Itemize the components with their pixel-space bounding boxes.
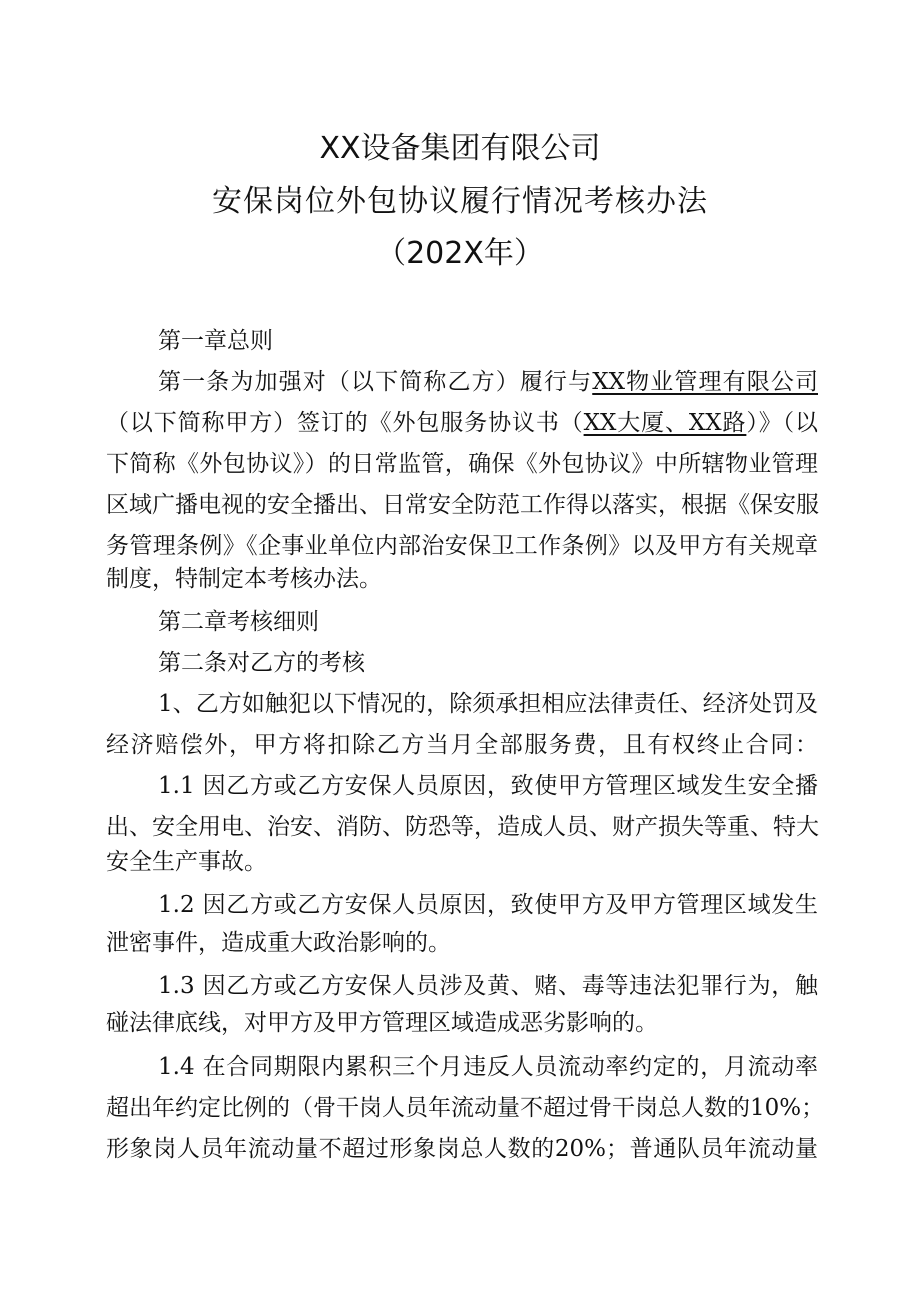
clause-1-2-line-1: 1.2 因乙方或乙方安保人员原因，致使甲方及甲方管理区域发生	[158, 892, 818, 918]
clause-1-line-1: 1、乙方如触犯以下情况的，除须承担相应法律责任、经济处罚及	[158, 691, 818, 717]
clause-1-4-line-1: 1.4 在合同期限内累积三个月违反人员流动率约定的，月流动率	[158, 1054, 818, 1080]
article-1-line-5: 务管理条例》《企事业单位内部治安保卫工作条例》以及甲方有关规章	[106, 533, 818, 559]
service-location: XX大厦、XX路	[583, 410, 747, 436]
clause-1-2-line-2: 泄密事件，造成重大政治影响的。	[106, 930, 451, 956]
clause-1-1-line-2: 出、安全用电、治安、消防、防恐等，造成人员、财产损失等重、特大	[106, 814, 819, 840]
clause-1-1-line-3: 安全生产事故。	[106, 849, 267, 875]
chapter-2-heading: 第二章考核细则	[158, 609, 319, 635]
clause-1-3-line-1: 1.3 因乙方或乙方安保人员涉及黄、赌、毒等违法犯罪行为，触	[158, 973, 818, 999]
document-title: 安保岗位外包协议履行情况考核办法	[212, 184, 708, 219]
article-1-line-4: 区域广播电视的安全播出、日常安全防范工作得以落实，根据《保安服	[106, 492, 819, 518]
article-1-line-1: 第一条为加强对（以下简称乙方）履行与XX物业管理有限公司	[158, 369, 818, 395]
clause-1-line-2: 经济赔偿外，甲方将扣除乙方当月全部服务费，且有权终止合同：	[106, 732, 818, 758]
clause-1-4-line-2: 超出年约定比例的（骨干岗人员年流动量不超过骨干岗总人数的10%；	[106, 1095, 825, 1121]
document-year: （202X年）	[376, 236, 544, 271]
article-1-line-2: （以下简称甲方）签订的《外包服务协议书（XX大厦、XX路）》（以	[106, 410, 819, 436]
company-name: XX设备集团有限公司	[319, 131, 601, 166]
chapter-1-heading: 第一章总则	[158, 328, 273, 354]
clause-1-1-line-1: 1.1 因乙方或乙方安保人员原因，致使甲方管理区域发生安全播	[158, 773, 818, 799]
clause-1-4-line-3: 形象岗人员年流动量不超过形象岗总人数的20%；普通队员年流动量	[106, 1136, 818, 1162]
article-1-line-6: 制度，特制定本考核办法。	[106, 566, 382, 592]
article-1-line-3: 下简称《外包协议》）的日常监管，确保《外包协议》中所辖物业管理	[106, 451, 818, 477]
article-2-heading: 第二条对乙方的考核	[158, 650, 365, 676]
party-a-name: XX物业管理有限公司	[592, 369, 818, 395]
clause-1-3-line-2: 碰法律底线，对甲方及甲方管理区域造成恶劣影响的。	[106, 1010, 658, 1036]
